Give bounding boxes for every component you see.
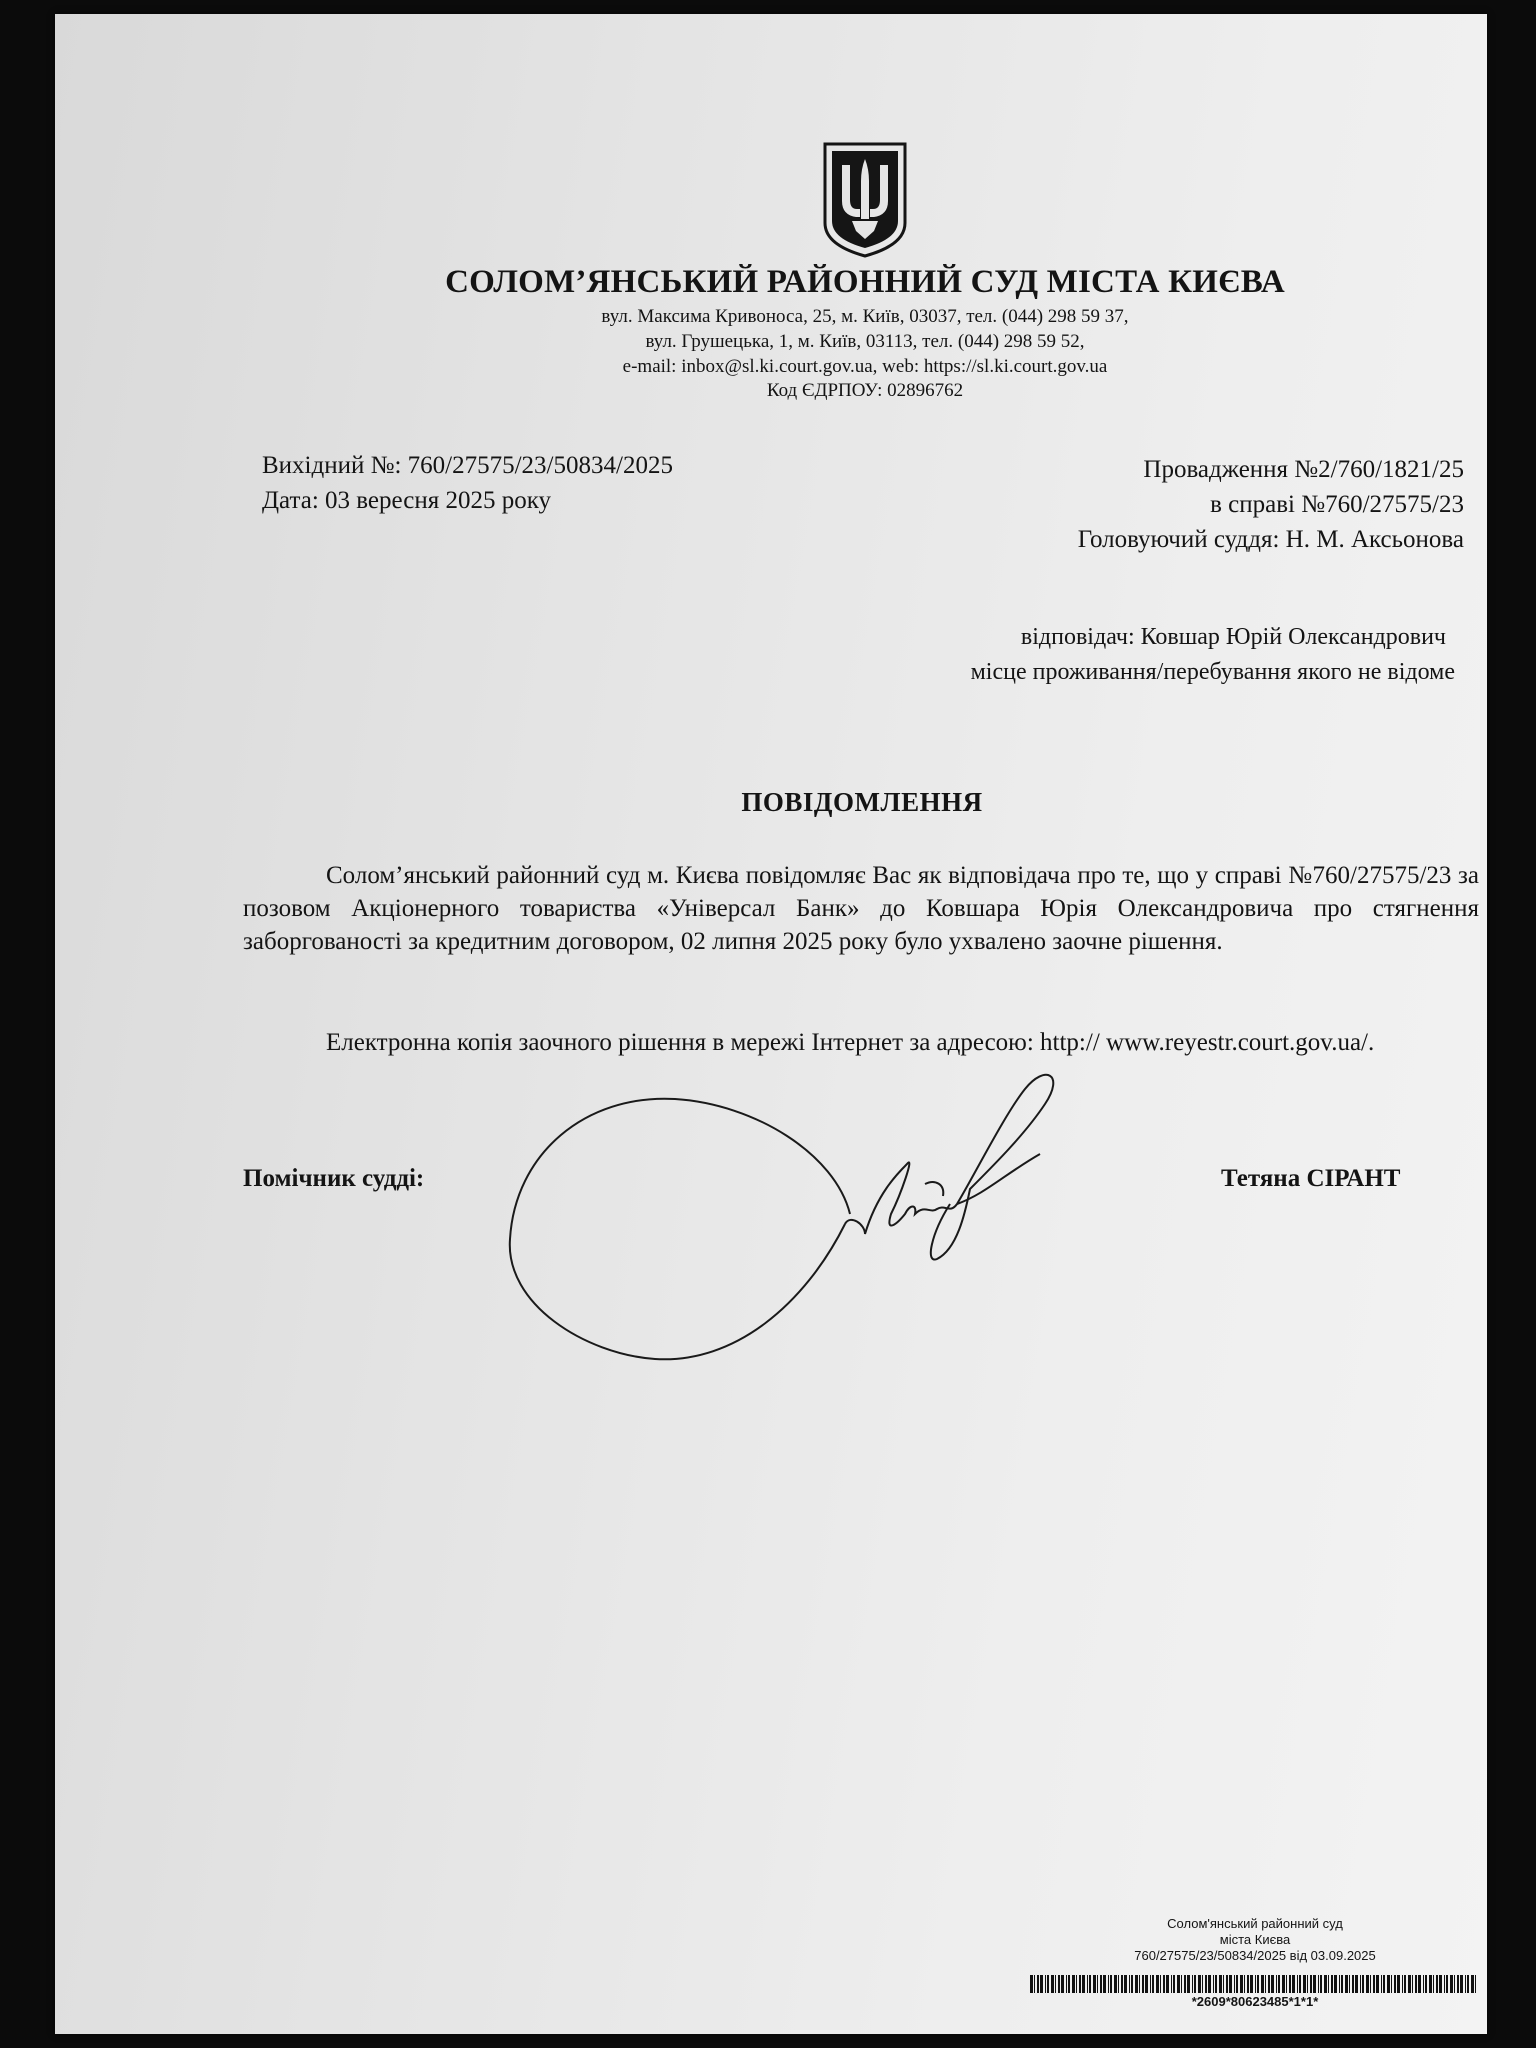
stamp-court: Солом'янський районний суд <box>1167 1916 1343 1931</box>
barcode-bar <box>1418 1975 1421 1993</box>
barcode-bar <box>1408 1975 1411 1993</box>
barcode-bar <box>1118 1975 1119 1993</box>
barcode-bar <box>1045 1975 1046 1993</box>
court-name: СОЛОМ’ЯНСЬКИЙ РАЙОННИЙ СУД МІСТА КИЄВА <box>445 264 1285 300</box>
barcode-text: *2609*80623485*1*1* <box>1191 1994 1319 2009</box>
barcode-bar <box>1135 1975 1138 1993</box>
document-title: ПОВІДОМЛЕННЯ <box>741 787 983 817</box>
barcode-bar <box>1313 1975 1316 1993</box>
barcode-bar <box>1226 1975 1228 1993</box>
case-number: в справі №760/27575/23 <box>1210 491 1464 518</box>
barcode-bar <box>1433 1975 1434 1993</box>
barcode-bar <box>1366 1975 1369 1993</box>
barcode-bar <box>1397 1975 1400 1993</box>
barcode-bar <box>1219 1975 1222 1993</box>
barcode-bar <box>1244 1975 1245 1993</box>
barcode-bar <box>1394 1975 1396 1993</box>
barcode-bar <box>1208 1975 1211 1993</box>
barcode-bar <box>1156 1975 1159 1993</box>
barcode-bar <box>1187 1975 1190 1993</box>
barcode-bar <box>1108 1975 1109 1993</box>
barcode-bar <box>1265 1975 1266 1993</box>
barcode-bar <box>1215 1975 1217 1993</box>
barcode-bar <box>1192 1975 1193 1993</box>
barcode-bar <box>1328 1975 1329 1993</box>
body-paragraph-1: Солом’янський районний суд м. Києва повідомляє Вас як відповідача про те, що у справі №760/27575/23 за позовом Акціонерного товариства «Універсал Банк» до Ковшара Юрія Олександровича про стягнення заборгованості за кредитним договором, 02 липня 2025 року було ухвалено заочне рішення. <box>243 862 1479 955</box>
barcode-bar <box>1286 1975 1287 1993</box>
barcode-bar <box>1079 1975 1081 1993</box>
recipient-block <box>755 620 1455 690</box>
barcode-bar <box>1093 1975 1096 1993</box>
barcode-bar <box>1324 1975 1327 1993</box>
barcode-bar <box>1194 1975 1196 1993</box>
barcode-bar <box>1436 1975 1438 1993</box>
barcode-bar <box>1051 1975 1054 1993</box>
barcode-bar <box>1097 1975 1098 1993</box>
barcode-bar <box>1299 1975 1301 1993</box>
barcode-bar <box>1058 1975 1060 1993</box>
barcode-bar <box>1061 1975 1064 1993</box>
barcode-bar <box>1250 1975 1253 1993</box>
barcode-bar <box>1202 1975 1203 1993</box>
barcode-bar <box>1089 1975 1091 1993</box>
barcode-bar <box>1124 1975 1127 1993</box>
barcode-bar <box>1412 1975 1413 1993</box>
registry-stamp <box>1025 1916 1485 1964</box>
barcode-bar <box>1047 1975 1049 1993</box>
barcode-bar <box>1121 1975 1123 1993</box>
barcode-bar <box>1320 1975 1322 1993</box>
case-meta <box>855 452 1464 557</box>
barcode-bar <box>1457 1975 1459 1993</box>
signer-role: Помічник судді: <box>243 1165 425 1192</box>
barcode-bar <box>1131 1975 1133 1993</box>
barcode-bar <box>1234 1975 1235 1993</box>
handwritten-signature <box>505 1054 1105 1394</box>
barcode-bar <box>1213 1975 1214 1993</box>
outgoing-meta <box>262 448 673 518</box>
barcode-bar <box>1087 1975 1088 1993</box>
barcode-bar <box>1415 1975 1417 1993</box>
barcode-bar <box>1257 1975 1259 1993</box>
barcode-bar <box>1444 1975 1445 1993</box>
body-paragraph-2: Електронна копія заочного рішення в мережі Інтернет за адресою: http:// www.reyestr.court.gov.ua/. <box>326 1029 1375 1056</box>
barcode-bar <box>1129 1975 1130 1993</box>
barcode-bar <box>1345 1975 1348 1993</box>
barcode-bar <box>1198 1975 1201 1993</box>
barcode-bar <box>1034 1975 1035 1993</box>
recipient-name: відповідач: Ковшар Юрій Олександрович <box>1020 624 1446 650</box>
barcode-icon <box>1030 1975 1480 1993</box>
barcode-bar <box>1184 1975 1186 1993</box>
barcode-bar <box>1423 1975 1424 1993</box>
barcode-bar <box>1066 1975 1067 1993</box>
court-contacts: e-mail: inbox@sl.ki.court.gov.ua, web: https://sl.ki.court.gov.ua <box>622 356 1108 377</box>
barcode-bar <box>1040 1975 1043 1993</box>
barcode-bar <box>1114 1975 1117 1993</box>
barcode-bar <box>1318 1975 1319 1993</box>
barcode-bar <box>1072 1975 1075 1993</box>
barcode-bar <box>1331 1975 1333 1993</box>
barcode-bar <box>1152 1975 1154 1993</box>
barcode-bar <box>1465 1975 1466 1993</box>
barcode-bar <box>1292 1975 1295 1993</box>
barcode-bar <box>1297 1975 1298 1993</box>
signer-name: Тетяна СІРАНТ <box>1221 1165 1401 1192</box>
barcode-bar <box>1261 1975 1264 1993</box>
barcode-bar <box>1387 1975 1390 1993</box>
court-address-1: вул. Максима Кривоноса, 25, м. Київ, 03037, тел. (044) 298 59 37, <box>601 306 1129 327</box>
barcode-bar <box>1391 1975 1392 1993</box>
document-page <box>55 14 1487 2034</box>
barcode-bar <box>1068 1975 1070 1993</box>
barcode-bar <box>1173 1975 1175 1993</box>
court-address-2: вул. Грушецька, 1, м. Київ, 03113, тел. (044) 298 59 52, <box>645 331 1085 352</box>
barcode-bar <box>1278 1975 1280 1993</box>
barcode-bar <box>1255 1975 1256 1993</box>
presiding-judge: Головуючий суддя: Н. М. Аксьонова <box>1077 526 1464 553</box>
barcode-bar <box>1171 1975 1172 1993</box>
barcode-bar <box>1450 1975 1453 1993</box>
barcode-bar <box>1247 1975 1249 1993</box>
barcode-bar <box>1373 1975 1375 1993</box>
barcode-bar <box>1446 1975 1448 1993</box>
stamp-number: 760/27575/23/50834/2025 від 03.09.2025 <box>1134 1948 1376 1963</box>
barcode-bar <box>1439 1975 1442 1993</box>
barcode-bar <box>1362 1975 1364 1993</box>
barcode-bar <box>1303 1975 1306 1993</box>
barcode-bar <box>1268 1975 1270 1993</box>
barcode-bar <box>1339 1975 1340 1993</box>
barcode-bar <box>1145 1975 1148 1993</box>
barcode-bar <box>1381 1975 1382 1993</box>
barcode-bar <box>1229 1975 1232 1993</box>
barcode-bar <box>1475 1975 1476 1993</box>
court-edrpou: Код ЄДРПОУ: 02896762 <box>766 380 964 401</box>
barcode-bar <box>1402 1975 1403 1993</box>
barcode-bar <box>1240 1975 1243 1993</box>
barcode-bar <box>1030 1975 1033 1993</box>
barcode-bar <box>1334 1975 1337 1993</box>
outgoing-date: Дата: 03 вересня 2025 року <box>262 487 552 514</box>
barcode-bar <box>1370 1975 1371 1993</box>
barcode-bar <box>1110 1975 1112 1993</box>
stamp-city: міста Києва <box>1219 1932 1291 1947</box>
barcode-bar <box>1467 1975 1469 1993</box>
barcode-bar <box>1177 1975 1180 1993</box>
proceeding-number: Провадження №2/760/1821/25 <box>1143 456 1464 483</box>
barcode-bar <box>1404 1975 1406 1993</box>
barcode-bar <box>1471 1975 1474 1993</box>
barcode-bar <box>1100 1975 1102 1993</box>
barcode-bar <box>1352 1975 1354 1993</box>
barcode-bar <box>1055 1975 1056 1993</box>
barcode-bar <box>1429 1975 1432 1993</box>
barcode-bar <box>1163 1975 1165 1993</box>
barcode-bar <box>1150 1975 1151 1993</box>
barcode-bar <box>1160 1975 1161 1993</box>
barcode-bar <box>1205 1975 1207 1993</box>
barcode-bar <box>1289 1975 1291 1993</box>
barcode-bar <box>1425 1975 1427 1993</box>
barcode-bar <box>1076 1975 1077 1993</box>
barcode-bar <box>1236 1975 1238 1993</box>
barcode-bar <box>1355 1975 1358 1993</box>
barcode-bar <box>1271 1975 1274 1993</box>
barcode-bar <box>1341 1975 1343 1993</box>
barcode-bar <box>1139 1975 1140 1993</box>
barcode-bar <box>1376 1975 1379 1993</box>
barcode-bar <box>1103 1975 1106 1993</box>
barcode-bar <box>1223 1975 1224 1993</box>
barcode-bar <box>1360 1975 1361 1993</box>
barcode-bar <box>1037 1975 1039 1993</box>
barcode-bar <box>1454 1975 1455 1993</box>
barcode-bar <box>1142 1975 1144 1993</box>
barcode-bar <box>1310 1975 1312 1993</box>
barcode-bar <box>1276 1975 1277 1993</box>
recipient-residence: місце проживання/перебування якого не відоме <box>970 659 1455 685</box>
barcode-bar <box>1349 1975 1350 1993</box>
outgoing-number: Вихідний №: 760/27575/23/50834/2025 <box>262 452 673 479</box>
barcode-bar <box>1166 1975 1169 1993</box>
barcode-bar <box>1082 1975 1085 1993</box>
barcode-bar <box>1460 1975 1463 1993</box>
barcode-bar <box>1282 1975 1285 1993</box>
ukraine-trident-icon <box>822 141 908 259</box>
barcode-bar <box>1181 1975 1182 1993</box>
barcode-bar <box>1307 1975 1308 1993</box>
barcode-bar <box>1383 1975 1385 1993</box>
